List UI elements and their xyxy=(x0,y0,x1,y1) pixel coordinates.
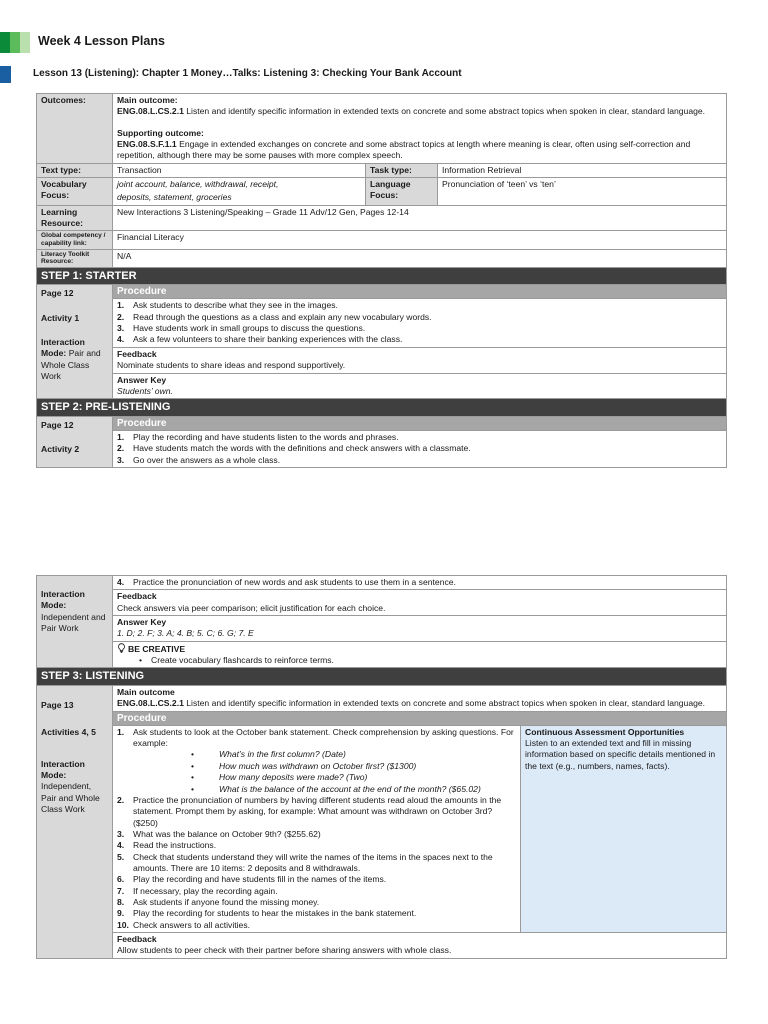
list-item: 3. What was the balance on October 9th? ($255.62) xyxy=(117,828,321,839)
list-item: 1. Ask students to look at the October bank statement. Check comprehension by asking questions. For example: • What’s in the first column? (Date) • How much was withdrawn on October first? ($1300) • How many deposits were made? (Two) • What is the balance of the account at the end of the month? ($65.02) xyxy=(117,727,516,795)
step2-answer-key: Answer Key 1. D; 2. F; 3. A; 4. B; 5. C; 6. G; 7. E xyxy=(113,616,727,642)
step1-steps xyxy=(113,299,727,347)
list-item: 1. Ask students to describe what they see in the images. xyxy=(117,300,338,311)
step3-header xyxy=(37,668,727,686)
list-item: 7. If necessary, play the recording again. xyxy=(117,885,278,896)
step1-answer-key: Answer Key Students’ own. xyxy=(113,373,727,399)
step2-continued-row xyxy=(37,576,727,590)
step3-steps-row xyxy=(37,725,727,932)
lesson-plan-table-continued xyxy=(36,575,727,959)
list-item: 3. Have students work in small groups to discuss the questions. xyxy=(117,323,366,334)
step1-procedure-row xyxy=(37,285,727,299)
language-focus-label: Language Focus: xyxy=(366,178,438,206)
list-item: • What is the balance of the account at the end of the month? ($65.02) xyxy=(203,784,516,795)
step3-feedback-row xyxy=(37,932,727,958)
step2-step-4 xyxy=(113,576,727,590)
step2-steps-row xyxy=(37,430,727,467)
step3-outcome-row xyxy=(37,685,727,711)
vocabulary-label: Vocabulary Focus: xyxy=(37,178,113,206)
global-competency-row xyxy=(37,231,727,249)
text-type-value: Transaction xyxy=(113,163,366,177)
list-item: • Create vocabulary flashcards to reinforce terms. xyxy=(151,655,722,666)
step3-activities: Activities 4, 5 xyxy=(41,727,96,738)
outcomes-label: Outcomes: xyxy=(37,94,113,164)
lightbulb-icon xyxy=(117,643,126,653)
step3-steps xyxy=(113,725,521,932)
step3-procedure-heading: Procedure xyxy=(113,711,727,725)
assessment-text: Listen to an extended text and fill in missing information based on specific details mentioned in the text (e.g., numbers, names, facts). xyxy=(525,738,716,771)
lesson-title: Lesson 13 (Listening): Chapter 1 Money…Talks: Listening 3: Checking Your Bank Account xyxy=(33,68,462,79)
list-item: 2. Practice the pronunciation of numbers by having different students read aloud the amounts in the statement. Prompt them by asking, for example: What amount was withdrawn on October 3rd? ($250) xyxy=(117,794,502,828)
global-competency-label: Global competency / capability link: xyxy=(37,231,113,249)
vocabulary-row xyxy=(37,178,727,206)
step2-steps xyxy=(113,430,727,467)
step1-feedback-row xyxy=(37,347,727,373)
step2-sidebar-continued xyxy=(37,576,113,668)
step2-answer-row xyxy=(37,616,727,642)
list-item: • What’s in the first column? (Date) xyxy=(203,749,516,760)
step3-procedure-row xyxy=(37,711,727,725)
step1-procedure-heading: Procedure xyxy=(113,285,727,299)
step1-header xyxy=(37,267,727,285)
text-type-row xyxy=(37,163,727,177)
main-outcome: ENG.08.L.CS.2.1 Listen and identify specific information in extended texts on concrete and some abstract topics when spoken in clear, standard language. xyxy=(117,106,706,117)
assessment-title: Continuous Assessment Opportunities xyxy=(525,726,685,737)
learning-resource-value: New Interactions 3 Listening/Speaking – Grade 11 Adv/12 Gen, Pages 12-14 xyxy=(113,205,727,231)
task-type-label: Task type: xyxy=(366,163,438,177)
step2-creative-row xyxy=(37,641,727,668)
step2-feedback: Feedback Check answers via peer comparison; elicit justification for each choice. xyxy=(113,590,727,616)
outcomes-row xyxy=(37,94,727,164)
step2-page: Page 12 xyxy=(41,419,74,430)
list-item: • How many deposits were made? (Two) xyxy=(203,772,516,783)
step1-steps-row xyxy=(37,299,727,347)
main-outcome-heading: Main outcome: xyxy=(117,95,178,105)
list-item: 2. Read through the questions as a class and explain any new vocabulary words. xyxy=(117,311,432,322)
learning-resource-row xyxy=(37,205,727,231)
step1-sidebar xyxy=(37,285,113,399)
step2-header xyxy=(37,399,727,417)
step3-title: STEP 3: LISTENING xyxy=(37,668,727,686)
header-color-bar xyxy=(0,32,30,53)
list-item: 1. Play the recording and have students listen to the words and phrases. xyxy=(117,431,399,442)
step2-feedback-row xyxy=(37,590,727,616)
step3-interaction: Interaction Mode: Independent, Pair and Whole Class Work xyxy=(41,758,100,814)
step3-main-outcome: Main outcome ENG.08.L.CS.2.1 Listen and identify specific information in extended texts on concrete and some abstract topics when spoken in clear, standard language. xyxy=(113,685,727,711)
learning-resource-label: Learning Resource: xyxy=(37,205,113,231)
literacy-toolkit-label: Literacy Toolkit Resource: xyxy=(37,249,113,267)
page-title: Week 4 Lesson Plans xyxy=(38,34,165,48)
step2-sidebar xyxy=(37,416,113,467)
literacy-toolkit-value: N/A xyxy=(113,249,727,267)
supporting-outcome: ENG.08.S.F.1.1 Engage in extended exchanges on concrete and some abstract topics at length where meaning is clear, often using self-correction and repetition, although there may be some pauses with more complex speech. xyxy=(117,139,691,161)
outcomes-content xyxy=(113,94,727,164)
step2-interaction: Interaction Mode: Independent and Pair Work xyxy=(41,589,106,634)
step1-interaction: Interaction Mode: Pair and Whole Class Work xyxy=(41,336,101,381)
lesson-plan-table-top xyxy=(36,93,727,468)
vocabulary-value: joint account, balance, withdrawal, receipt, deposits, statement, groceries xyxy=(113,178,366,206)
step2-procedure-row xyxy=(37,416,727,430)
list-item: 4. Read the instructions. xyxy=(117,840,217,851)
literacy-toolkit-row xyxy=(37,249,727,267)
step2-title: STEP 2: PRE-LISTENING xyxy=(37,399,727,417)
lesson-marker xyxy=(0,66,11,83)
list-item: 4. Ask a few volunteers to share their banking experiences with the class. xyxy=(117,334,403,345)
list-item: 2. Have students match the words with the definitions and check answers with a classmate. xyxy=(117,443,471,454)
language-focus-value: Pronunciation of ‘teen’ vs ‘ten’ xyxy=(438,178,727,206)
list-item: 4. Practice the pronunciation of new words and ask students to use them in a sentence. xyxy=(117,577,456,587)
list-item: 9. Play the recording for students to hear the mistakes in the bank statement. xyxy=(117,908,417,919)
step1-feedback: Feedback Nominate students to share ideas and respond supportively. xyxy=(113,347,727,373)
global-competency-value: Financial Literacy xyxy=(113,231,727,249)
list-item: 6. Play the recording and have students fill in the names of the items. xyxy=(117,874,387,885)
step2-procedure-heading: Procedure xyxy=(113,416,727,430)
step3-feedback: Feedback Allow students to peer check with their partner before sharing answers with whole class. xyxy=(113,932,727,958)
list-item: 5. Check that students understand they will write the names of the items in the spaces next to the amounts. There are 10 items: 2 deposits and 8 withdrawals. xyxy=(117,851,493,873)
step1-page: Page 12 xyxy=(41,288,74,299)
step1-answer-row xyxy=(37,373,727,399)
text-type-label: Text type: xyxy=(37,163,113,177)
be-creative-box xyxy=(113,641,727,668)
step1-title: STEP 1: STARTER xyxy=(37,267,727,285)
list-item: 8. Ask students if anyone found the missing money. xyxy=(117,896,320,907)
continuous-assessment-box xyxy=(521,725,727,932)
be-creative-label: BE CREATIVE xyxy=(128,643,186,654)
step3-page: Page 13 xyxy=(41,699,74,710)
list-item: • How much was withdrawn on October first? ($1300) xyxy=(203,761,516,772)
step1-activity: Activity 1 xyxy=(41,312,80,323)
task-type-value: Information Retrieval xyxy=(438,163,727,177)
step3-sidebar xyxy=(37,685,113,958)
list-item: 3. Go over the answers as a whole class. xyxy=(117,454,281,465)
list-item: 10. Check answers to all activities. xyxy=(117,919,251,930)
supporting-outcome-heading: Supporting outcome: xyxy=(117,127,204,138)
step2-activity: Activity 2 xyxy=(41,444,80,455)
